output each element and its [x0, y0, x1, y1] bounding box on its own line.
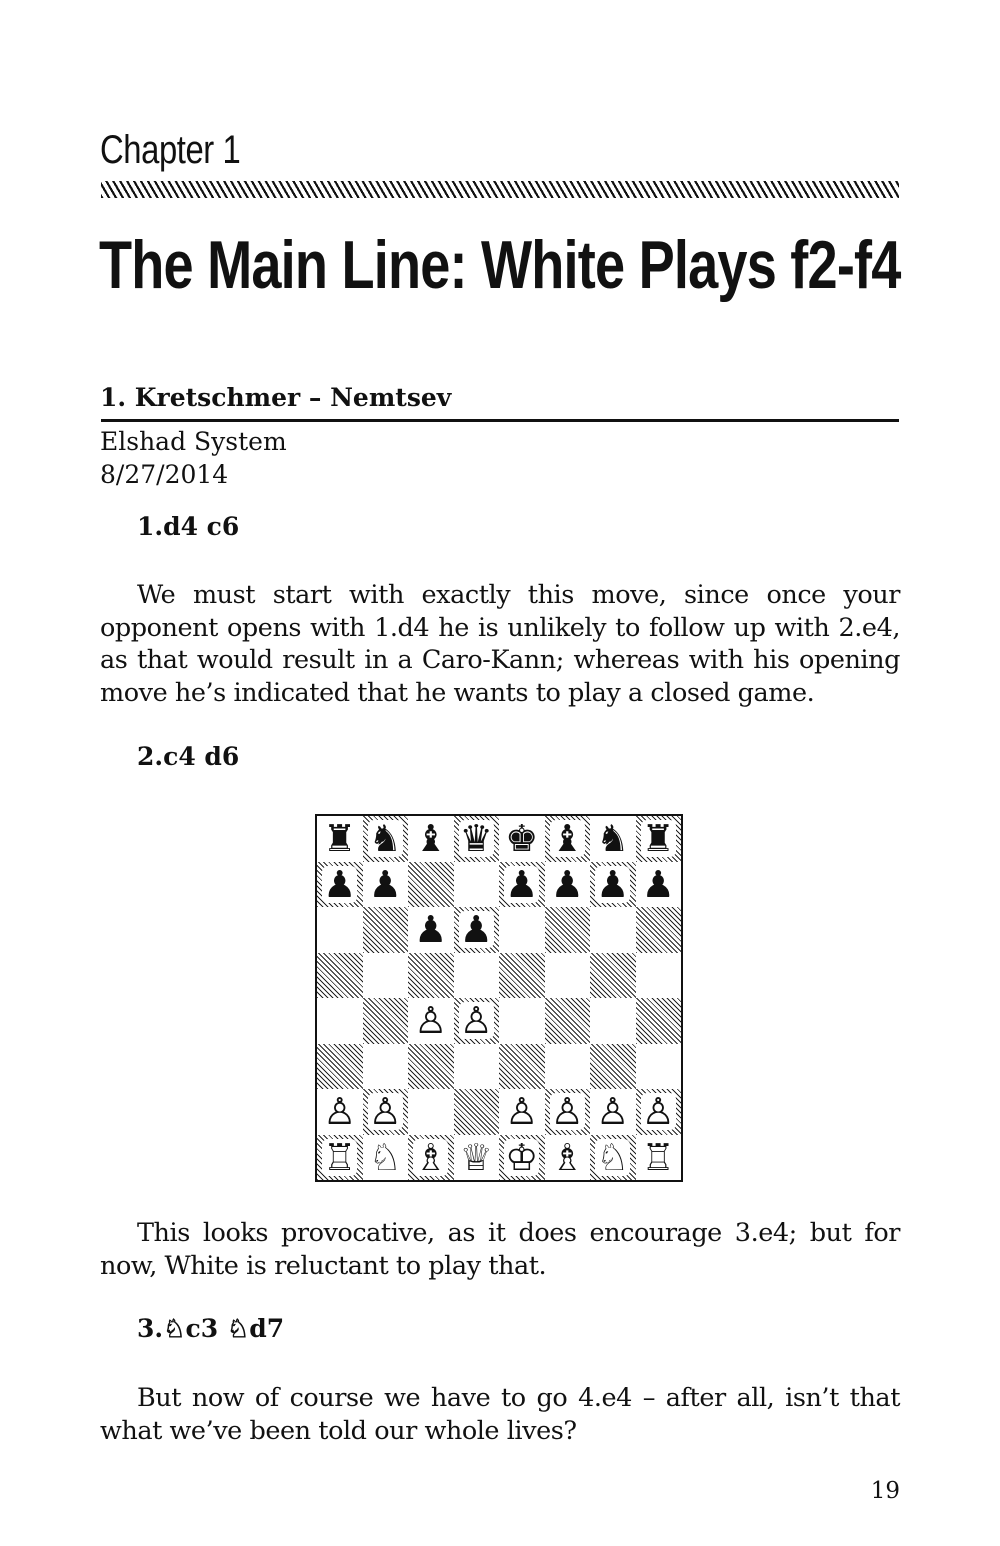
square-b2 — [363, 1089, 409, 1135]
square-g4 — [590, 998, 636, 1044]
commentary-paragraph-2: This looks provocative, as it does encourage 3.e4; but for now, White is reluctant to play that. — [100, 1218, 900, 1281]
square-g3 — [590, 1044, 636, 1090]
square-f2 — [545, 1089, 591, 1135]
square-c2 — [408, 1089, 454, 1135]
chess-piece: ♞ — [596, 817, 630, 861]
chess-piece: ♝ — [414, 817, 448, 861]
square-h8 — [636, 816, 682, 862]
square-g2 — [590, 1089, 636, 1135]
square-d6 — [454, 907, 500, 953]
square-b7 — [363, 862, 409, 908]
square-h2 — [636, 1089, 682, 1135]
square-f1 — [545, 1135, 591, 1181]
chess-piece: ♖ — [641, 1135, 675, 1179]
chess-piece: ♟ — [641, 862, 675, 906]
square-h3 — [636, 1044, 682, 1090]
chess-piece: ♙ — [414, 999, 448, 1043]
game-heading-rule — [101, 419, 899, 422]
square-d3 — [454, 1044, 500, 1090]
game-date: 8/27/2014 — [100, 460, 229, 489]
square-d2 — [454, 1089, 500, 1135]
square-c3 — [408, 1044, 454, 1090]
commentary-paragraph-1: We must start with exactly this move, since once your opponent opens with 1.d4 he is unlikely to follow up with 2.e4, as that would result in a Caro-Kann; whereas with his opening move he’s indicated that he wants to play a closed game. — [100, 580, 900, 708]
square-c4 — [408, 998, 454, 1044]
move-line-3: 3.♘c3 ♘d7 — [137, 1314, 285, 1343]
opening-system: Elshad System — [100, 427, 287, 456]
chess-diagram — [315, 814, 683, 1182]
game-heading: 1. Kretschmer – Nemtsev — [100, 383, 452, 412]
square-e1 — [499, 1135, 545, 1181]
square-f4 — [545, 998, 591, 1044]
chess-piece: ♙ — [550, 1090, 584, 1134]
square-h7 — [636, 862, 682, 908]
square-e7 — [499, 862, 545, 908]
square-e3 — [499, 1044, 545, 1090]
page-number: 19 — [870, 1478, 900, 1504]
square-d8 — [454, 816, 500, 862]
square-d4 — [454, 998, 500, 1044]
chess-piece: ♘ — [596, 1135, 630, 1179]
chess-piece: ♟ — [596, 862, 630, 906]
chapter-title: The Main Line: White Plays f2-f4 — [99, 227, 901, 303]
square-b6 — [363, 907, 409, 953]
square-b3 — [363, 1044, 409, 1090]
square-a1 — [317, 1135, 363, 1181]
square-f7 — [545, 862, 591, 908]
square-b8 — [363, 816, 409, 862]
chess-piece: ♟ — [368, 862, 402, 906]
chess-piece: ♗ — [550, 1135, 584, 1179]
square-a3 — [317, 1044, 363, 1090]
chess-piece: ♙ — [596, 1090, 630, 1134]
square-c5 — [408, 953, 454, 999]
square-f8 — [545, 816, 591, 862]
chess-piece: ♛ — [459, 817, 493, 861]
commentary-paragraph-3: But now of course we have to go 4.e4 – after all, isn’t that what we’ve been told our whole lives? — [100, 1383, 900, 1446]
square-g5 — [590, 953, 636, 999]
square-e4 — [499, 998, 545, 1044]
chess-piece: ♟ — [323, 862, 357, 906]
square-h5 — [636, 953, 682, 999]
chess-piece: ♞ — [368, 817, 402, 861]
chess-piece: ♙ — [323, 1090, 357, 1134]
square-f6 — [545, 907, 591, 953]
chess-piece: ♔ — [505, 1135, 539, 1179]
chess-piece: ♕ — [459, 1135, 493, 1179]
chess-piece: ♟ — [414, 908, 448, 952]
square-h1 — [636, 1135, 682, 1181]
square-b1 — [363, 1135, 409, 1181]
chess-piece: ♟ — [459, 908, 493, 952]
square-f5 — [545, 953, 591, 999]
square-e6 — [499, 907, 545, 953]
square-g8 — [590, 816, 636, 862]
square-e5 — [499, 953, 545, 999]
square-a7 — [317, 862, 363, 908]
square-b4 — [363, 998, 409, 1044]
square-g6 — [590, 907, 636, 953]
chess-piece: ♗ — [414, 1135, 448, 1179]
square-a2 — [317, 1089, 363, 1135]
square-d5 — [454, 953, 500, 999]
chess-piece: ♖ — [323, 1135, 357, 1179]
square-g1 — [590, 1135, 636, 1181]
square-c7 — [408, 862, 454, 908]
square-g7 — [590, 862, 636, 908]
move-line-1: 1.d4 c6 — [137, 512, 240, 541]
square-h4 — [636, 998, 682, 1044]
chapter-label: Chapter 1 — [100, 128, 241, 172]
square-b5 — [363, 953, 409, 999]
square-a4 — [317, 998, 363, 1044]
chapter-hatched-rule — [101, 181, 899, 198]
chess-piece: ♘ — [368, 1135, 402, 1179]
chess-piece: ♜ — [641, 817, 675, 861]
chess-piece: ♙ — [459, 999, 493, 1043]
square-c6 — [408, 907, 454, 953]
square-a8 — [317, 816, 363, 862]
square-a5 — [317, 953, 363, 999]
square-c8 — [408, 816, 454, 862]
chess-piece: ♚ — [505, 817, 539, 861]
square-f3 — [545, 1044, 591, 1090]
square-d1 — [454, 1135, 500, 1181]
move-line-2: 2.c4 d6 — [137, 742, 240, 771]
square-a6 — [317, 907, 363, 953]
chess-piece: ♜ — [323, 817, 357, 861]
chess-piece: ♟ — [550, 862, 584, 906]
square-c1 — [408, 1135, 454, 1181]
chess-piece: ♝ — [550, 817, 584, 861]
chess-piece: ♙ — [641, 1090, 675, 1134]
chess-piece: ♙ — [505, 1090, 539, 1134]
chess-piece: ♟ — [505, 862, 539, 906]
square-e2 — [499, 1089, 545, 1135]
square-d7 — [454, 862, 500, 908]
chess-piece: ♙ — [368, 1090, 402, 1134]
square-h6 — [636, 907, 682, 953]
square-e8 — [499, 816, 545, 862]
